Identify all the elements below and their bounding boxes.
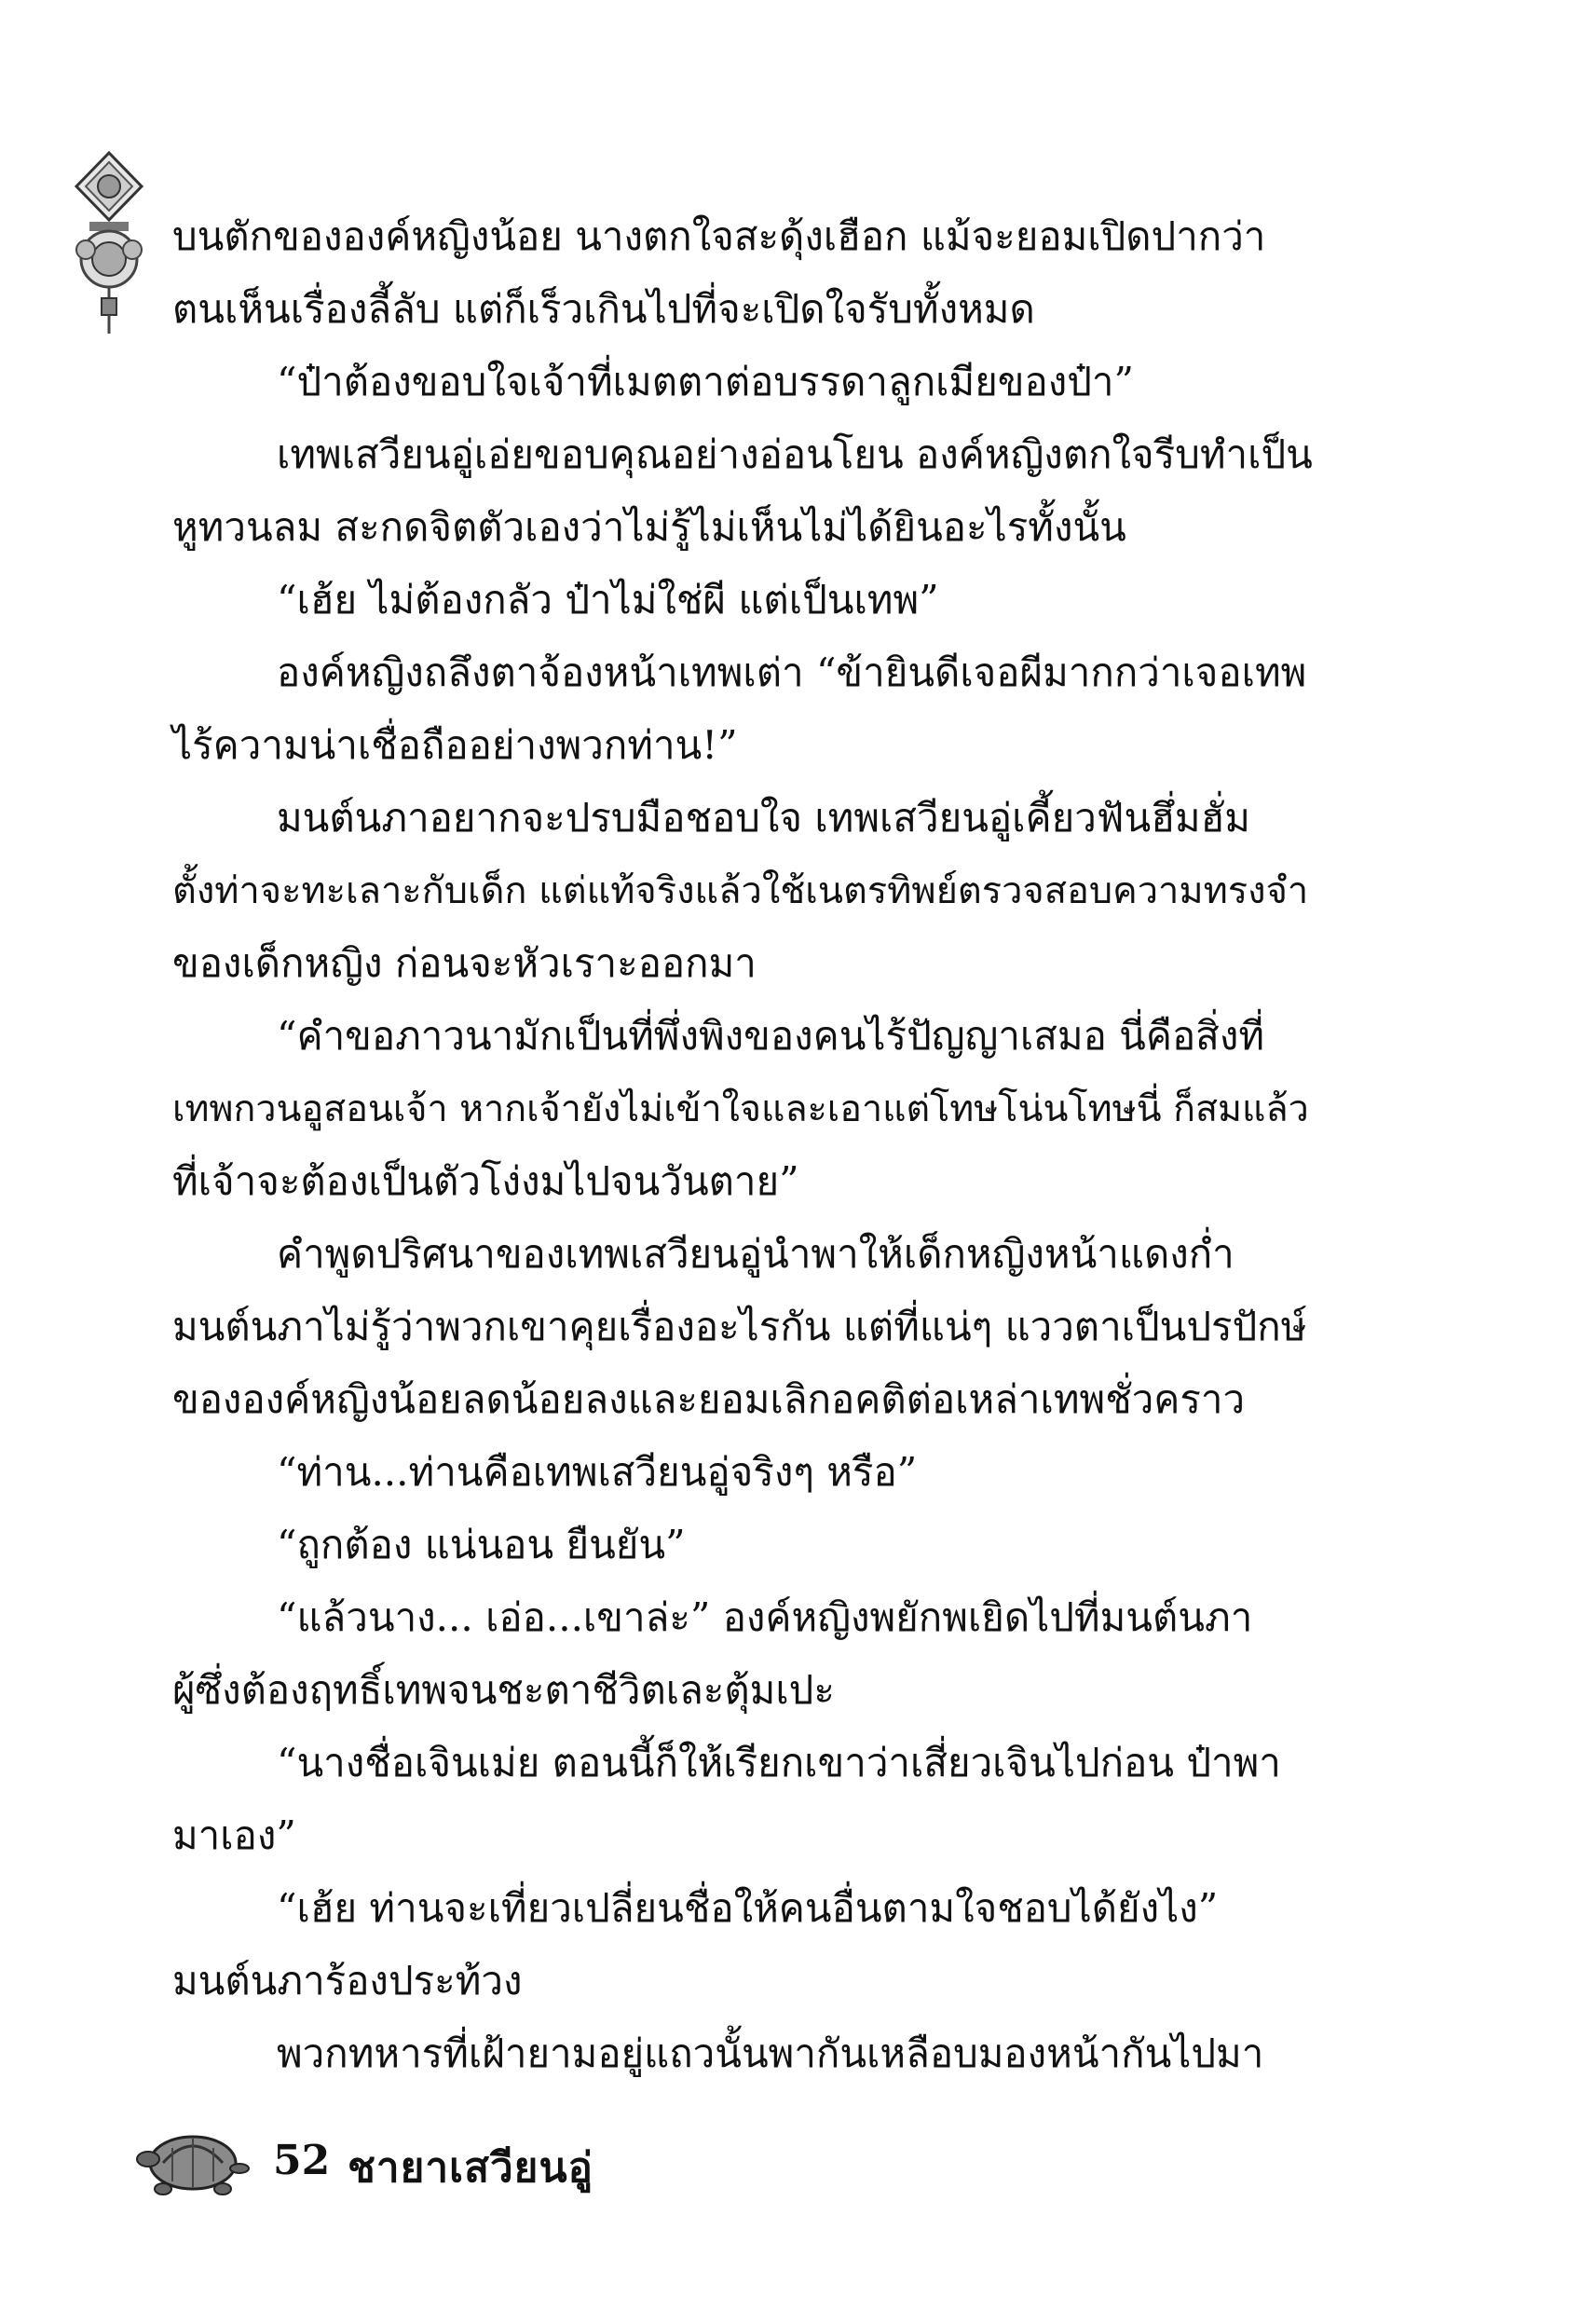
text-line: ที่เจ้าจะต้องเป็นตัวโง่งมไปจนวันตาย” (172, 1158, 799, 1204)
page-number: 52 (273, 2137, 331, 2184)
text-line: ของเด็กหญิง ก่อนจะหัวเราะออกมา (172, 940, 757, 986)
text-line: “นางชื่อเจินเม่ย ตอนนี้ก็ให้เรียกเขาว่าเสี่ยวเจินไปก่อน ป๋าพา (277, 1740, 1281, 1785)
text-line: “คำขอภาวนามักเป็นที่พึ่งพิงของคนไร้ปัญญาเสมอ นี่คือสิ่งที่ (277, 1013, 1265, 1059)
text-line: เทพเสวียนอู่เอ่ยขอบคุณอย่างอ่อนโยน องค์หญิงตกใจรีบทำเป็น (277, 431, 1313, 477)
text-line: พวกทหารที่เฝ้ายามอยู่แถวนั้นพากันเหลือบมองหน้ากันไปมา (277, 2031, 1264, 2076)
text-line: ขององค์หญิงน้อยลดน้อยลงและยอมเลิกอคติต่อเหล่าเทพชั่วคราว (172, 1376, 1246, 1422)
text-line: เทพกวนอูสอนเจ้า หากเจ้ายังไม่เข้าใจและเอาแต่โทษโน่นโทษนี่ ก็สมแล้ว (172, 1087, 1309, 1130)
text-line: องค์หญิงถลึงตาจ้องหน้าเทพเต่า “ข้ายินดีเจอผีมากกว่าเจอเทพ (277, 650, 1307, 695)
text-line: “ถูกต้อง แน่นอน ยืนยัน” (277, 1522, 686, 1567)
text-line: มนต์นภาร้องประท้วง (172, 1958, 523, 2003)
ornament-icon (65, 149, 154, 335)
text-line: มนต์นภาอยากจะปรบมือชอบใจ เทพเสวียนอู่เคี้ยวฟันฮึ่มฮั่ม (277, 795, 1250, 841)
text-line: บนตักขององค์หญิงน้อย นางตกใจสะดุ้งเฮือก แม้จะยอมเปิดปากว่า (172, 213, 1266, 259)
text-line: หูทวนลม สะกดจิตตัวเองว่าไม่รู้ไม่เห็นไม่ได้ยินอะไรทั้งนั้น (172, 504, 1126, 550)
text-line: ไร้ความน่าเชื่อถืออย่างพวกท่าน!” (172, 722, 738, 768)
text-line: “เฮ้ย ไม่ต้องกลัว ป๋าไม่ใช่ผี แต่เป็นเทพ” (277, 577, 939, 622)
text-line: มนต์นภาไม่รู้ว่าพวกเขาคุยเรื่องอะไรกัน แต่ที่แน่ๆ แววตาเป็นปรปักษ์ (172, 1304, 1307, 1349)
text-line: “แล้วนาง... เอ่อ...เขาล่ะ” องค์หญิงพยักพเยิดไปที่มนต์นภา (277, 1594, 1253, 1640)
text-line: “ป๋าต้องขอบใจเจ้าที่เมตตาต่อบรรดาลูกเมียของป๋า” (277, 359, 1134, 404)
text-line: คำพูดปริศนาของเทพเสวียนอู่นำพาให้เด็กหญิงหน้าแดงก่ำ (277, 1231, 1235, 1277)
page-footer (135, 2120, 620, 2204)
book-title: ชายาเสวียนอู่ (348, 2144, 593, 2192)
text-line: ตั้งท่าจะทะเลาะกับเด็ก แต่แท้จริงแล้วใช้เนตรทิพย์ตรวจสอบความทรงจำ (172, 869, 1309, 912)
text-line: “ท่าน...ท่านคือเทพเสวียนอู่จริงๆ หรือ” (277, 1449, 918, 1495)
text-line: ผู้ซึ่งต้องฤทธิ์เทพจนชะตาชีวิตเละตุ้มเปะ (172, 1667, 835, 1713)
text-line: “เฮ้ย ท่านจะเที่ยวเปลี่ยนชื่อให้คนอื่นตามใจชอบได้ยังไง” (277, 1885, 1219, 1931)
text-line: มาเอง” (172, 1812, 296, 1858)
text-line: ตนเห็นเรื่องลี้ลับ แต่ก็เร็วเกินไปที่จะเปิดใจรับทั้งหมด (172, 286, 1035, 332)
turtle-icon (135, 2120, 256, 2204)
body-text (172, 200, 1332, 2090)
